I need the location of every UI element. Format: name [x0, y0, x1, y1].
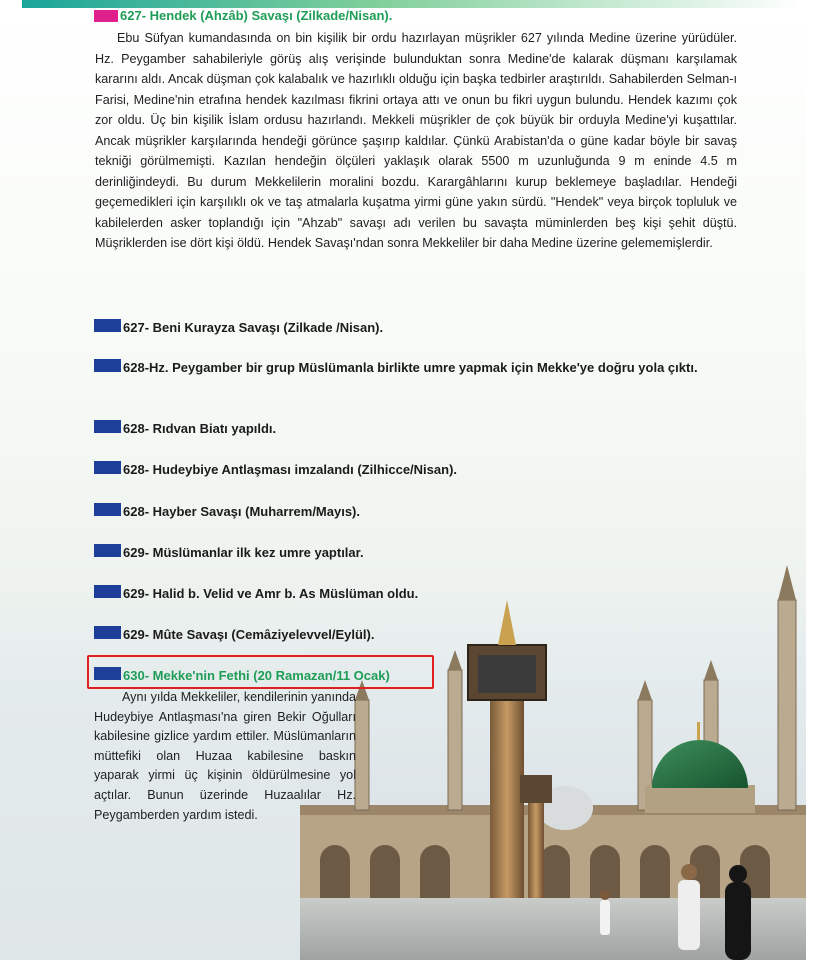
bullet-marker-icon — [94, 585, 121, 598]
timeline-item: 628-Hz. Peygamber bir grup Müslümanla birlikte umre yapmak için Mekke'ye doğru yola çıktı. — [94, 358, 735, 377]
timeline-item: 628- Rıdvan Biatı yapıldı. — [94, 419, 276, 438]
bullet-marker-icon — [94, 319, 121, 332]
timeline-item: 627- Beni Kurayza Savaşı (Zilkade /Nisan). — [94, 318, 383, 337]
bullet-marker-icon — [94, 359, 121, 372]
bullet-marker-icon — [94, 667, 121, 680]
section-hendek-body: Ebu Süfyan kumandasında on bin kişilik bir ordu hazırlayan müşrikler 627 yılında Medine üzerine yürüdüler. Hz. Peygamber sahabileriyle görüş alış verişinde bulunduktan sonra Medine'de kalarak düşmanı karşılamak kararını aldı. Ancak düşman çok kalabalık ve hazırlıklı olduğu için başka tedbirler araştırıldı. Sahabilerden Selman-ı Farisi, Medine'nin etrafına hendek kazılması fikrini ortaya attı ve onun bu fikri uygun bulundu. Hendek kazımı çok zor oldu. Üç bin kişilik İslam ordusu hazırlandı. Mekkeli müşrikler de çok büyük bir orduyla Medine'yi kuşattılar. Ancak müşrikler karşılarında hendeği görünce şaşırıp kaldılar. Çünkü Arabistan'da o güne kadar böyle bir savaş tekniği görülmemişti. Kazılan hendeğin ölçüleri yaklaşık olarak 5500 m uzunluğunda 9 m eninde 4.5 m derinliğindeydi. Bu durum Mekkelilerin moralini bozdu. Karargâhlarını kurup beklemeye başladılar. Hendeği geçemedikleri için karşılıklı ok ve taş atmalarla kuşatma yirmi güne yakın sürdü. "Hendek" veya birçok topluluk ve kabilelerden asker toplandığı için "Ahzab" savaşı adı verilen bu savaşta müminlerden beş kişi şehit düştü. Müşriklerden ise dört kişi öldü. Hendek Savaşı'ndan sonra Mekkeliler bir daha Medine üzerine gelememişlerdir. — [95, 31, 737, 250]
section-fetih-heading — [94, 666, 390, 685]
heading-marker-icon — [94, 10, 118, 22]
top-color-band — [22, 0, 802, 8]
section-fetih-body: Aynı yılda Mekkeliler, kendilerinin yanında Hudeybiye Antlaşması'na giren Bekir Oğulları kabilesine gizlice yardım ettiler. Müslümanların müttefiki olan Huzaa kabilesine baskın yaparak yirmi üç kişinin öldürülmesine yol açtılar. Bunun üzerinde Huzaalılar Hz. Peygamberden yardım istedi. — [94, 690, 356, 822]
bullet-marker-icon — [94, 420, 121, 433]
timeline-item: 628- Hudeybiye Antlaşması imzalandı (Zilhicce/Nisan). — [94, 460, 457, 479]
section-fetih-title: 630- Mekke'nin Fethi (20 Ramazan/11 Ocak) — [123, 668, 390, 683]
timeline-item: 629- Mûte Savaşı (Cemâziyelevvel/Eylül). — [94, 625, 374, 644]
section-hendek-heading — [94, 8, 392, 23]
bullet-marker-icon — [94, 461, 121, 474]
timeline-item: 629- Halid b. Velid ve Amr b. As Müslüman oldu. — [94, 584, 418, 603]
bullet-marker-icon — [94, 544, 121, 557]
timeline-item: 629- Müslümanlar ilk kez umre yaptılar. — [94, 543, 364, 562]
page-margin — [806, 0, 832, 960]
bullet-marker-icon — [94, 626, 121, 639]
timeline-item: 628- Hayber Savaşı (Muharrem/Mayıs). — [94, 502, 360, 521]
mosque-photo — [300, 560, 806, 960]
bullet-marker-icon — [94, 503, 121, 516]
section-hendek-title: 627- Hendek (Ahzâb) Savaşı (Zilkade/Nisan). — [120, 8, 393, 23]
